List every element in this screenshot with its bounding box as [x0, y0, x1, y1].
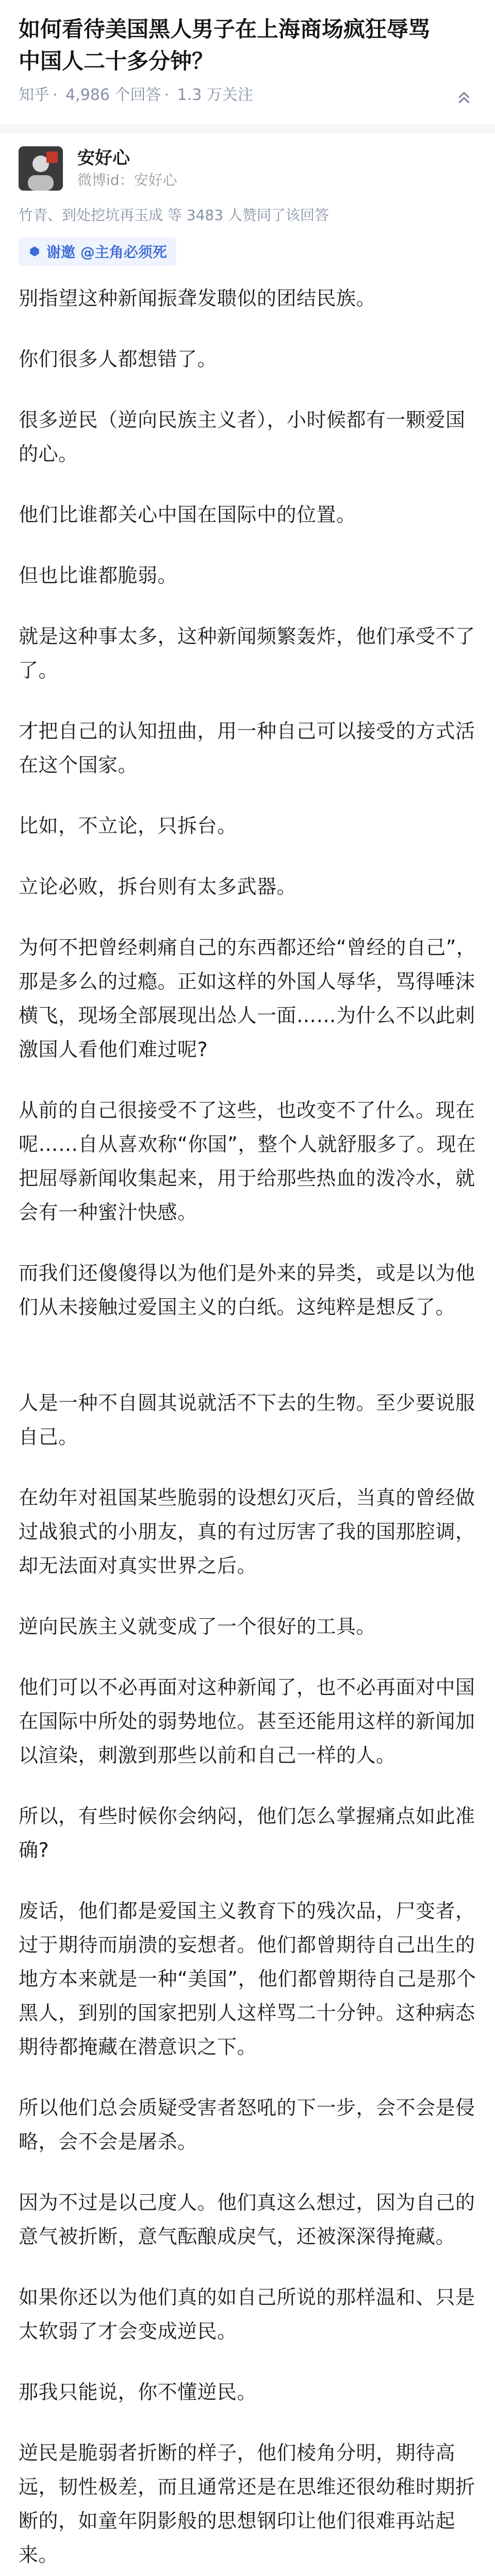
chevron-up-icon [455, 89, 473, 107]
paragraph: 所以，有些时候你会纳闷，他们怎么掌握痛点如此准确? [19, 1805, 475, 1861]
paragraph: 才把自己的认知扭曲，用一种自己可以接受的方式活在这个国家。 [19, 720, 475, 776]
paragraph: 你们很多人都想错了。 [19, 348, 218, 370]
avatar-image-icon [19, 146, 63, 191]
invite-badge[interactable] [19, 237, 176, 266]
avatar[interactable] [19, 146, 63, 191]
question-meta: 知乎 · 4,986 个回答 · 1.3 万关注 [19, 86, 253, 104]
collapse-button[interactable] [454, 88, 474, 108]
follower-count: 1.3 万关注 [177, 86, 253, 104]
author-info [77, 146, 177, 191]
paragraph: 立论必败，拆台则有太多武器。 [19, 875, 297, 898]
invite-badge-label: 谢邀 @主角必须死 [46, 244, 167, 261]
paragraph: 在幼年对祖国某些脆弱的设想幻灭后，当真的曾经做过战狼式的小朋友，真的有过厉害了我的国那腔调，却无法面对真实世界之后。 [19, 1486, 475, 1577]
answer-content [0, 266, 495, 2576]
invite-icon [28, 245, 41, 258]
question-header [0, 0, 495, 106]
paragraph: 人是一种不自圆其说就活不下去的生物。至少要说服自己。 [19, 1392, 475, 1448]
paragraph: 废话，他们都是爱国主义教育下的残次品，尸变者，过于期待而崩溃的妄想者。他们都曾期待自己出生的地方本来就是一种“美国”，他们都曾期待自己是那个黑人，到别的国家把别人这样骂二十分钟。这种病态期待都掩藏在潜意识之下。 [19, 1900, 476, 2058]
paragraph: 所以他们总会质疑受害者怒吼的下一步，会不会是侵略，会不会是屠杀。 [19, 2096, 475, 2153]
paragraph: 为何不把曾经刺痛自己的东西都还给“曾经的自己”，那是多么的过瘾。正如这样的外国人辱华，骂得唾沫横飞，现场全部展现出怂人一面……为什么不以此刺激国人看他们难过呢? [19, 936, 476, 1061]
paragraph: 逆民是脆弱者折断的样子，他们棱角分明，期待高远，韧性极差，而且通常还是在思维还很幼稚时期折断的，如童年阴影般的思想钢印让他们很难再站起来。 [19, 2442, 475, 2566]
author-bio: 微博id：安好心 [77, 172, 177, 189]
agree-summary: 竹青、到处挖坑再玉成 等 3483 人赞同了该回答 [19, 207, 329, 224]
paragraph: 而我们还傻傻得以为他们是外来的异类，或是以为他们从未接触过爱国主义的白纸。这纯粹是想反了。 [19, 1262, 475, 1318]
paragraph: 比如，不立论，只拆台。 [19, 815, 237, 837]
author-card[interactable] [0, 133, 495, 191]
answer-count[interactable]: 4,986 个回答 [65, 86, 161, 104]
paragraph: 他们可以不必再面对这种新闻了，也不必再面对中国在国际中所处的弱势地位。甚至还能用这样的新闻加以渲染，刺激到那些以前和自己一样的人。 [19, 1676, 475, 1767]
paragraph: 如果你还以为他们真的如自己所说的那样温和、只是太软弱了才会变成逆民。 [19, 2286, 475, 2343]
paragraph: 很多逆民（逆向民族主义者），小时候都有一颗爱国的心。 [19, 409, 466, 465]
source-label: 知乎 [19, 86, 50, 104]
paragraph: 从前的自己很接受不了这些，也改变不了什么。现在呢……自从喜欢称“你国”，整个人就舒服多了。现在把屈辱新闻收集起来，用于给那些热血的泼冷水，就会有一种蜜汁快感。 [19, 1099, 476, 1224]
section-divider [0, 124, 495, 133]
paragraph: 逆向民族主义就变成了一个很好的工具。 [19, 1615, 376, 1638]
paragraph: 那我只能说，你不懂逆民。 [19, 2381, 257, 2403]
paragraph: 他们比谁都关心中国在国际中的位置。 [19, 503, 356, 526]
paragraph: 别指望这种新闻振聋发聩似的团结民族。 [19, 287, 376, 310]
paragraph: 就是这种事太多，这种新闻频繁轰炸，他们承受不了了。 [19, 625, 475, 682]
paragraph: 因为不过是以己度人。他们真这么想过，因为自己的意气被折断，意气酝酿成戾气，还被深深得掩藏。 [19, 2191, 475, 2248]
paragraph: 但也比谁都脆弱。 [19, 564, 178, 587]
question-title[interactable]: 如何看待美国黑人男子在上海商场疯狂辱骂中国人二十多分钟？ [19, 16, 431, 74]
author-name[interactable]: 安好心 [77, 148, 130, 168]
